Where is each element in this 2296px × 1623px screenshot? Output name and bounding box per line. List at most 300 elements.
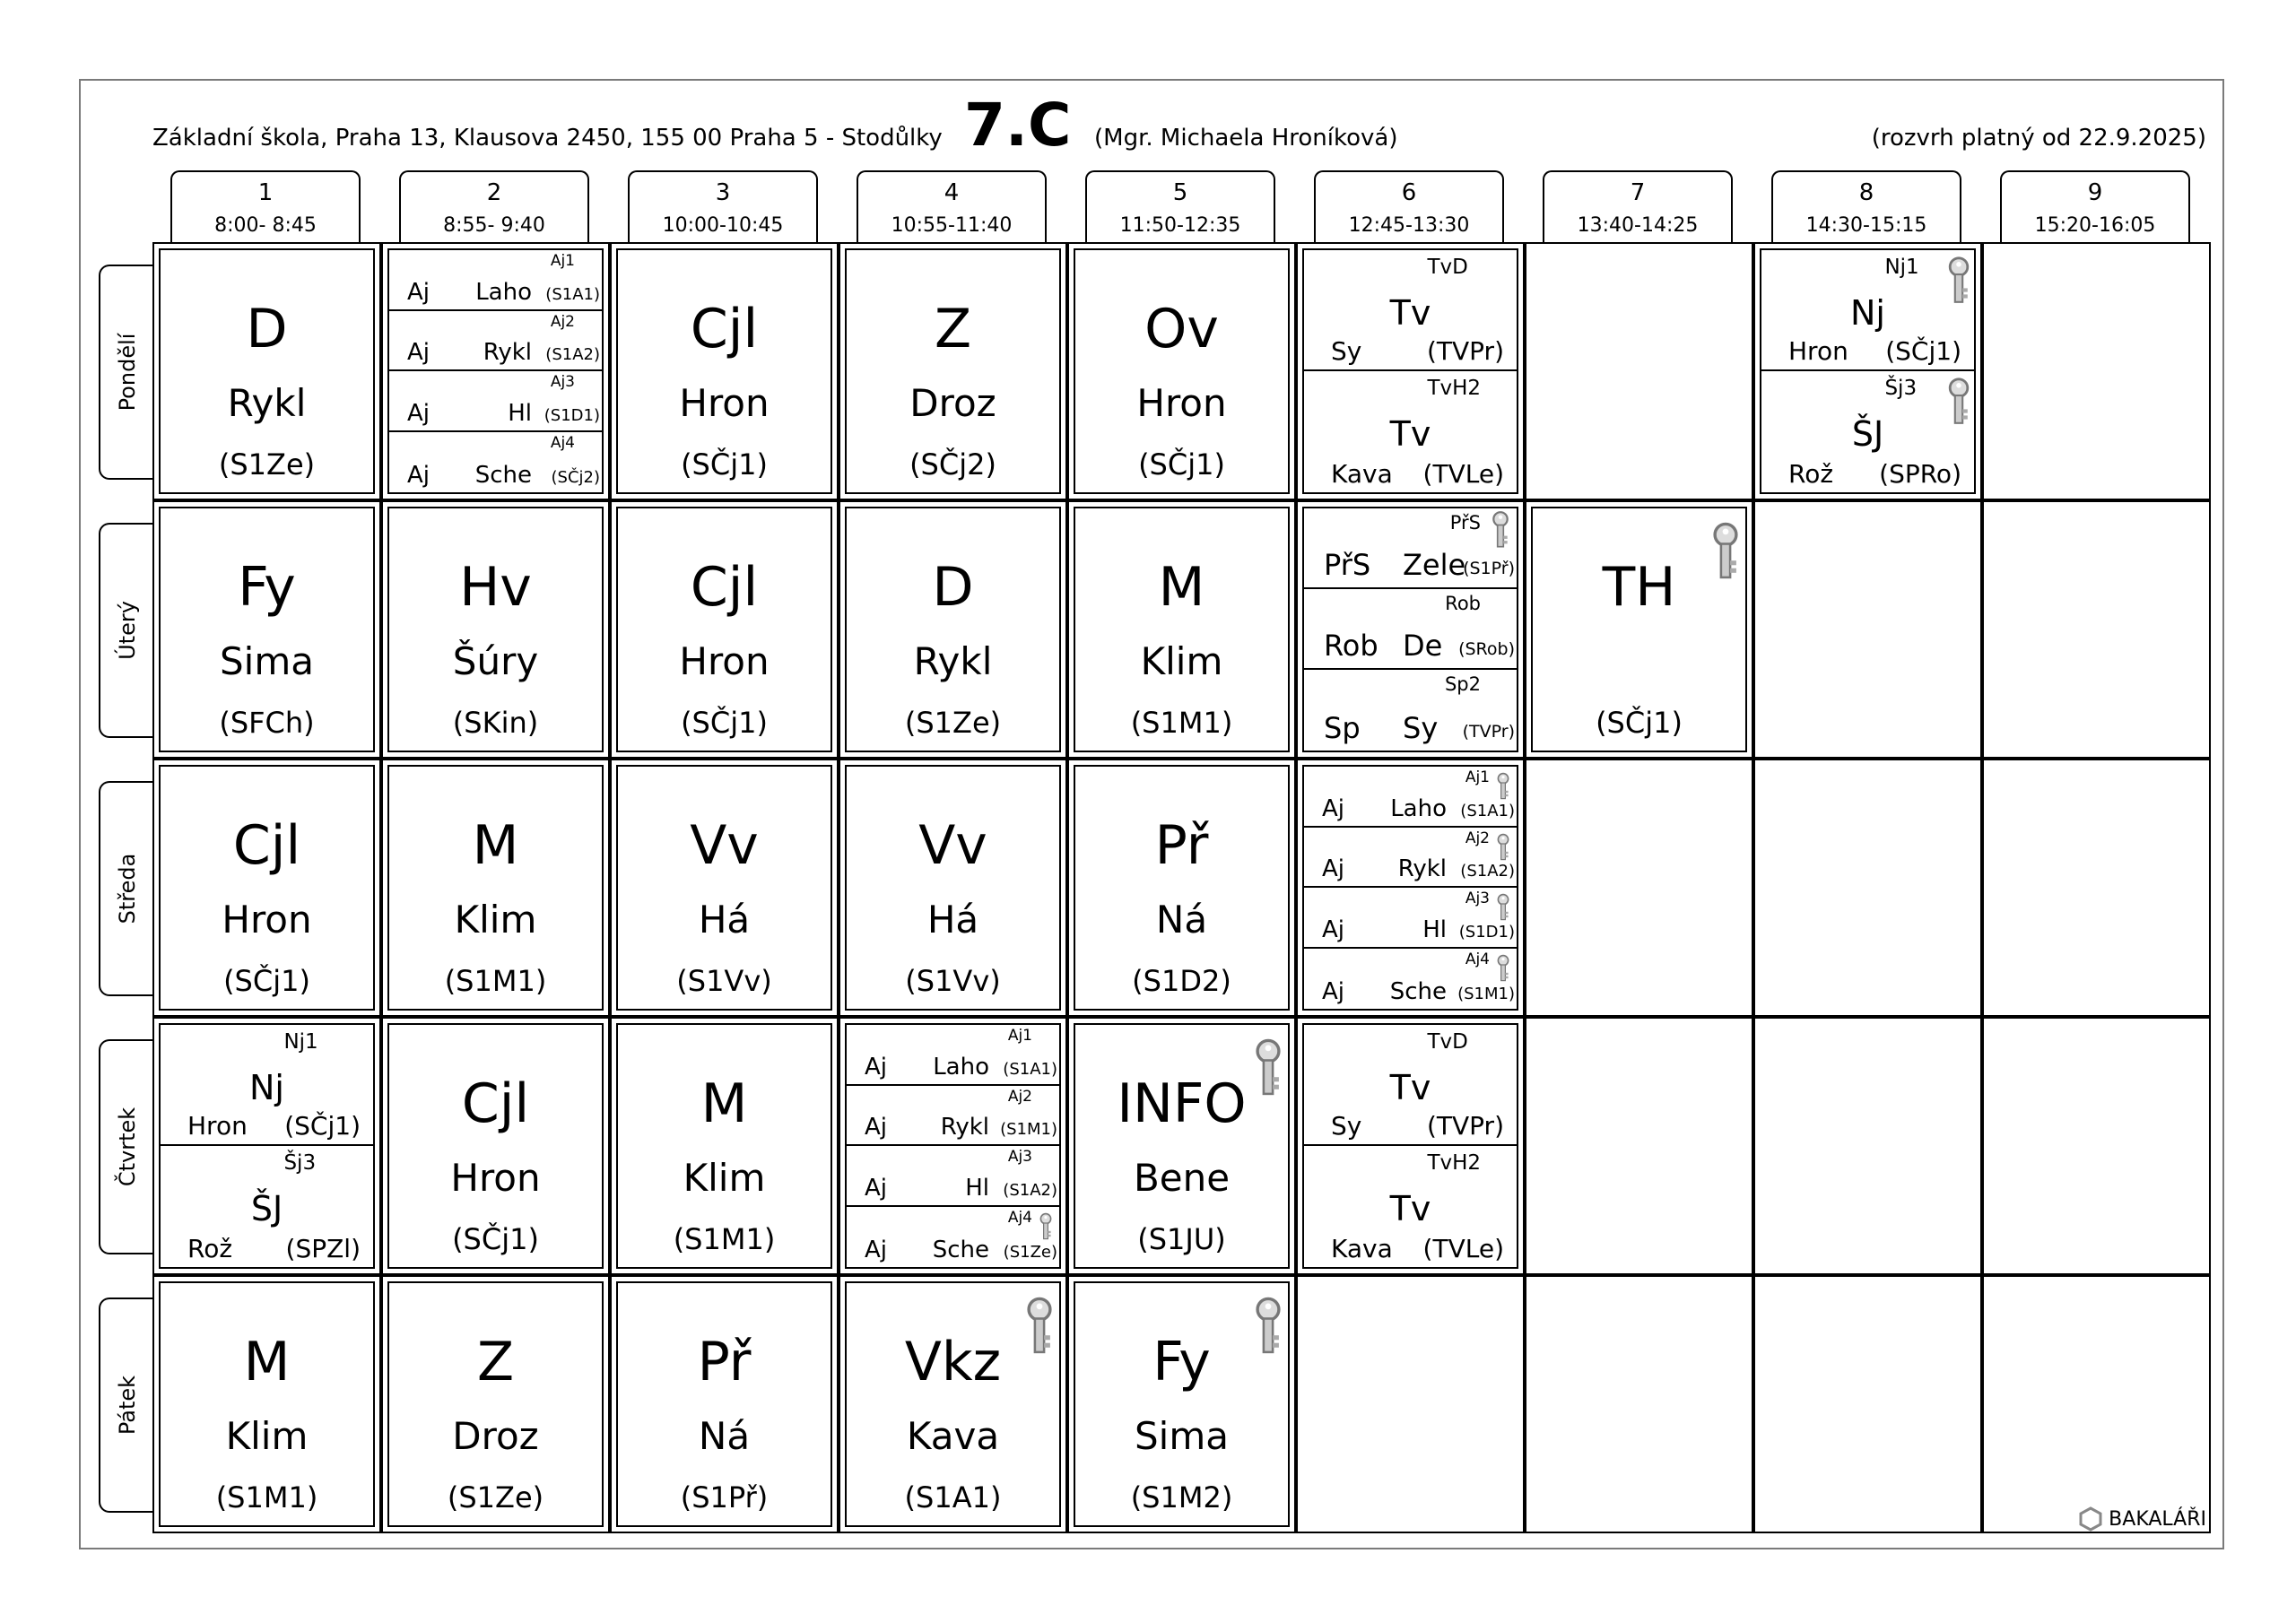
timetable-cell [839,759,1067,1017]
period-number: 6 [1401,179,1417,206]
day-name: Úterý [115,601,140,660]
group-name: TvH2 [1427,1151,1482,1175]
teacher: Laho [933,1053,989,1081]
group-name: Aj2 [1465,829,1490,847]
subject: Tv [1389,1068,1431,1107]
subject: Aj [1322,916,1345,943]
lesson-group [1304,828,1517,889]
room: (S1A2) [545,345,600,364]
lesson-group [389,250,602,311]
subject: Vkz [904,1331,1002,1393]
subject: ŠJ [1851,414,1884,454]
group-name: TvH2 [1427,377,1482,400]
timetable-cell [152,500,381,759]
room: (SČj1) [284,1111,361,1141]
timetable-cell [1982,1017,2211,1275]
teacher: Sche [474,462,532,489]
group-name: Aj4 [1465,950,1490,968]
class-name: 7.C [964,91,1072,160]
lesson-group [161,1025,373,1146]
timetable-cell [381,1017,610,1275]
key-icon [1946,256,1971,306]
subject: Ov [1144,298,1219,360]
key-icon [1253,1037,1283,1098]
teacher: Ná [1155,898,1208,942]
timetable-cell [381,242,610,500]
key-icon [1946,377,1971,427]
period-header-4 [857,170,1047,242]
lesson-group [1304,767,1517,828]
teacher: Há [698,898,751,942]
lesson-group [389,432,602,493]
group-name: Aj3 [1465,890,1490,907]
room: (S1D1) [1458,922,1515,942]
lesson-card [1760,248,1976,494]
period-time: 10:55-11:40 [891,214,1013,237]
teacher: Rož [1788,459,1834,489]
subject: Cjl [232,814,301,877]
lesson-card [387,248,604,494]
key-icon [1496,893,1510,922]
subject: Sp [1324,710,1361,745]
room: (S1D2) [1132,964,1231,998]
lesson-group [389,311,602,372]
timetable-cell [152,759,381,1017]
room: (SČj1) [1138,447,1225,482]
teacher: Hl [965,1174,989,1202]
lesson-card [616,1281,832,1527]
room: (SČj1) [1596,706,1683,740]
group-name: Aj3 [550,373,575,391]
teacher: Klim [225,1414,309,1458]
lesson-card [1074,507,1290,752]
room: (S1Ze) [218,447,316,482]
subject: Aj [865,1237,888,1263]
lesson-card [159,248,375,494]
lesson-card [616,248,832,494]
timetable-cell [381,1275,610,1533]
day-label-3 [99,1039,154,1254]
timetable-cell [1296,1017,1525,1275]
room: (SČj1) [681,447,768,482]
subject: Vv [918,814,987,877]
subject: Tv [1389,1189,1431,1228]
teacher: Rykl [913,639,993,683]
subject: M [243,1331,291,1393]
teacher: Hron [1788,336,1848,366]
key-icon [1496,833,1510,862]
lesson-card [845,507,1061,752]
lesson-card [387,507,604,752]
key-icon [1024,1296,1055,1357]
room: (S1A2) [1460,862,1515,881]
day-label-2 [99,781,154,996]
lesson-card [845,1023,1061,1269]
teacher: Klim [1140,639,1223,683]
subject: Cjl [690,298,759,360]
room: (SKin) [452,706,539,740]
timetable-cell [381,759,610,1017]
lesson-group [1304,949,1517,1010]
lesson-card [1302,507,1518,752]
period-time: 8:00- 8:45 [214,214,317,237]
subject: Fy [1152,1331,1211,1393]
room: (SFCh) [219,706,315,740]
timetable-cell [152,1275,381,1533]
teacher: Droz [909,381,996,425]
subject: Tv [1389,293,1431,333]
subject: Rob [1324,628,1378,663]
room: (S1Př) [1463,558,1515,578]
group-name: Aj2 [550,312,575,331]
subject: Aj [1322,978,1345,1005]
lesson-group [1761,371,1974,492]
room: (S1Ze) [1003,1243,1057,1262]
key-icon [1496,954,1510,983]
teacher: Hron [222,898,312,942]
subject: Aj [407,462,430,489]
lesson-card [616,765,832,1011]
period-time: 10:00-10:45 [662,214,784,237]
subject: Nj [249,1068,284,1107]
day-name: Čtvrtek [115,1107,140,1187]
subject: D [246,298,288,360]
period-header-9 [2000,170,2190,242]
timetable-cell [1296,242,1525,500]
day-label-0 [99,265,154,480]
key-icon [1710,521,1741,582]
day-name: Středa [115,853,140,924]
room: (TVPr) [1462,721,1515,742]
teacher: Rož [187,1234,233,1263]
lesson-card [1074,1281,1290,1527]
timetable-cell [1067,759,1296,1017]
subject: Aj [865,1174,888,1202]
teacher: Rykl [1397,855,1447,882]
group-name: Nj1 [283,1030,318,1054]
subject: Aj [865,1114,888,1141]
teacher: Rykl [940,1114,989,1141]
group-name: Šj3 [283,1151,317,1175]
room: (S1Ze) [904,706,1002,740]
lesson-group [1304,508,1517,589]
room: (TVPr) [1426,1111,1504,1141]
teacher: Ná [698,1414,751,1458]
group-name: Aj1 [1465,768,1490,786]
timetable-cell [839,1017,1067,1275]
room: (S1M1) [444,964,547,998]
room: (S1Ze) [447,1480,544,1515]
subject: Aj [407,278,430,306]
teacher: Droz [452,1414,539,1458]
teacher: Há [926,898,979,942]
room: (SČj2) [909,447,996,482]
lesson-card [1074,765,1290,1011]
room: (SČj1) [452,1222,539,1256]
subject: Př [1154,814,1209,877]
timetable-cell [1296,500,1525,759]
timetable-cell [1296,1275,1525,1533]
room: (S1A1) [1460,801,1515,820]
subject: TH [1602,556,1676,619]
room: (S1Vv) [676,964,772,998]
lesson-group [1304,670,1517,751]
teacher: Klim [683,1156,766,1200]
timetable-cell [1982,242,2211,500]
lesson-card [159,765,375,1011]
group-name: TvD [1427,1030,1468,1054]
subject: M [1158,556,1205,619]
timetable-cell [1296,759,1525,1017]
period-header-2 [399,170,589,242]
teacher: Sima [220,639,314,683]
timetable-cell [1982,1275,2211,1533]
teacher: Rykl [227,381,307,425]
teacher: Šúry [452,639,539,683]
lesson-group [389,371,602,432]
validity-date: (rozvrh platný od 22.9.2025) [1871,125,2206,152]
room: (S1A1) [545,284,600,304]
subject: Z [934,298,972,360]
period-time: 11:50-12:35 [1119,214,1241,237]
room: (S1M1) [1457,985,1515,1003]
timetable-cell [610,1017,839,1275]
lesson-card [1302,765,1518,1011]
room: (S1A1) [904,1480,1002,1515]
teacher: Hl [508,399,532,427]
timetable-cell [1525,1017,1753,1275]
period-header-8 [1771,170,1961,242]
bakalari-logo-icon [2078,1506,2103,1532]
period-header-7 [1543,170,1733,242]
subject: Aj [865,1053,888,1081]
teacher: Hron [187,1111,248,1141]
timetable-cell [839,500,1067,759]
teacher: Hron [679,639,770,683]
timetable-cell [1753,1275,1982,1533]
room: (S1A1) [1003,1059,1057,1079]
timetable-cell [839,242,1067,500]
timetable-cell [1525,500,1753,759]
key-icon [1496,772,1510,801]
timetable-cell [152,242,381,500]
period-header-6 [1314,170,1504,242]
teacher: Sy [1403,710,1439,745]
room: (S1Vv) [905,964,1001,998]
teacher: Sy [1331,1111,1362,1141]
timetable-cell [610,759,839,1017]
timetable-cell [1067,500,1296,759]
room: (TVLe) [1422,459,1504,489]
lesson-group [1304,888,1517,949]
day-label-4 [99,1298,154,1513]
teacher: De [1403,628,1443,663]
lesson-card [159,1281,375,1527]
day-name: Pondělí [115,333,140,412]
room: (SČj1) [1885,336,1961,366]
teacher: Sima [1135,1414,1229,1458]
subject: Aj [1322,794,1345,822]
timetable-cell [1982,500,2211,759]
room: (SPRo) [1879,459,1961,489]
timetable-cell [1525,759,1753,1017]
teacher: Zele [1403,547,1466,582]
teacher: Sy [1331,336,1362,366]
bakalari-logo [2078,1506,2206,1532]
period-header-5 [1085,170,1275,242]
room: (S1M1) [215,1480,318,1515]
teacher: Kava [906,1414,1000,1458]
teacher: Laho [475,278,532,306]
room: (S1D1) [544,405,600,425]
room: (S1Př) [680,1480,769,1515]
period-header-3 [628,170,818,242]
subject: Tv [1389,414,1431,454]
group-name: Aj3 [1007,1148,1032,1166]
teacher: Hron [679,381,770,425]
subject: INFO [1117,1072,1247,1135]
subject: Cjl [461,1072,530,1135]
lesson-group [847,1025,1059,1086]
period-time: 8:55- 9:40 [443,214,545,237]
lesson-group [1304,371,1517,492]
room: (S1JU) [1137,1222,1226,1256]
lesson-group [847,1207,1059,1268]
subject: PřS [1324,547,1371,582]
timetable-cell [1753,759,1982,1017]
group-name: Aj1 [550,252,575,270]
group-name: Aj1 [1007,1027,1032,1045]
lesson-card [1531,507,1747,752]
lesson-card [1074,248,1290,494]
class-teacher: (Mgr. Michaela Hroníková) [1094,125,1398,152]
timetable-cell [152,1017,381,1275]
subject: D [932,556,974,619]
period-number: 8 [1858,179,1874,206]
timetable-cell [1753,242,1982,500]
group-name: Šj3 [1884,377,1918,400]
subject: Vv [690,814,759,877]
subject: Aj [407,339,430,366]
lesson-card [387,1023,604,1269]
room: (TVPr) [1426,336,1504,366]
lesson-card [1074,1023,1290,1269]
teacher: Hron [450,1156,541,1200]
teacher: Klim [454,898,537,942]
lesson-group [847,1146,1059,1207]
room: (S1A2) [1003,1180,1057,1200]
subject: Aj [1322,855,1345,882]
group-name: Rob [1445,592,1481,614]
lesson-group [1304,589,1517,670]
lesson-group [847,1086,1059,1147]
school-name: Základní škola, Praha 13, Klausova 2450, 155 00 Praha 5 - Stodůlky [152,125,943,152]
day-name: Pátek [115,1375,140,1436]
period-time: 12:45-13:30 [1348,214,1470,237]
timetable-cell [1982,759,2211,1017]
timetable-cell [1067,1275,1296,1533]
room: (S1M2) [1130,1480,1233,1515]
timetable-cell [1525,242,1753,500]
lesson-card [387,1281,604,1527]
teacher: Laho [1390,794,1447,822]
teacher: Kava [1331,459,1393,489]
subject: M [700,1072,748,1135]
lesson-card [159,1023,375,1269]
lesson-card [1302,248,1518,494]
period-header-1 [170,170,361,242]
timetable-cell [1067,1017,1296,1275]
lesson-card [159,507,375,752]
period-number: 5 [1172,179,1188,206]
lesson-card [616,1023,832,1269]
lesson-card [845,1281,1061,1527]
teacher: Kava [1331,1234,1393,1263]
group-name: PřS [1449,512,1481,534]
subject: Z [476,1331,515,1393]
group-name: Aj2 [1007,1087,1032,1106]
lesson-card [845,765,1061,1011]
timetable-cell [1525,1275,1753,1533]
teacher: Hron [1136,381,1227,425]
teacher: Hl [1422,916,1447,943]
group-name: TvD [1427,256,1468,279]
room: (SČj2) [551,468,600,487]
room: (S1M1) [1000,1120,1057,1139]
room: (S1M1) [673,1222,776,1256]
key-icon [1491,510,1510,550]
lesson-card [616,507,832,752]
room: (S1M1) [1130,706,1233,740]
day-label-1 [99,523,154,738]
subject: Fy [238,556,296,619]
key-icon [1253,1296,1283,1357]
room: (SČj1) [223,964,310,998]
timetable-cell [1753,1017,1982,1275]
logo-text: BAKALÁŘI [2109,1507,2206,1531]
timetable-cell [1753,500,1982,759]
lesson-card [387,765,604,1011]
lesson-group [1304,1025,1517,1146]
room: (TVLe) [1422,1234,1504,1263]
room: (SPZl) [285,1234,361,1263]
key-icon [1039,1212,1053,1241]
lesson-group [161,1146,373,1267]
subject: ŠJ [250,1189,283,1228]
lesson-group [1761,250,1974,371]
period-number: 1 [257,179,274,206]
timetable-cell [610,242,839,500]
period-time: 13:40-14:25 [1577,214,1699,237]
period-number: 7 [1630,179,1646,206]
teacher: Sche [932,1237,989,1263]
subject: Př [697,1331,752,1393]
subject: Cjl [690,556,759,619]
timetable-cell [381,500,610,759]
period-number: 2 [486,179,502,206]
lesson-card [845,248,1061,494]
lesson-group [1304,250,1517,371]
period-time: 15:20-16:05 [2034,214,2156,237]
period-number: 3 [715,179,731,206]
group-name: Aj4 [550,433,575,452]
timetable-cell [610,500,839,759]
room: (SRob) [1458,638,1515,659]
room: (SČj1) [681,706,768,740]
teacher: Rykl [483,339,532,366]
lesson-card [1302,1023,1518,1269]
period-number: 4 [944,179,960,206]
